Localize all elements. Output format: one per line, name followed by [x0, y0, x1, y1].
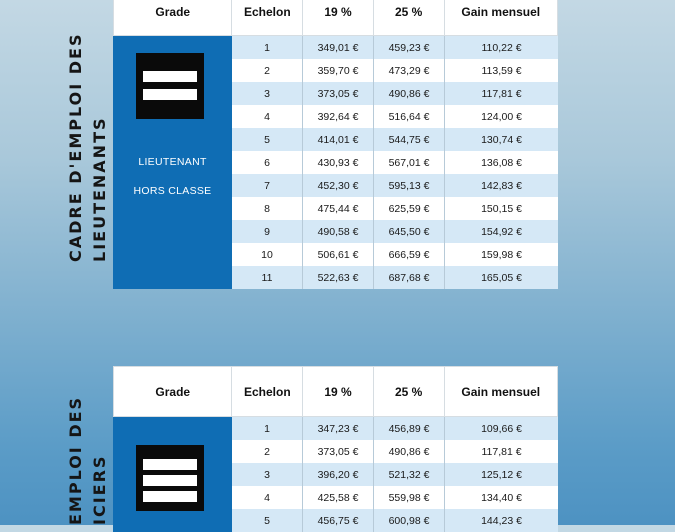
table-row [232, 243, 558, 266]
monthly-gain-cell: 113,59 € [481, 64, 522, 77]
monthly-gain-cell: 125,12 € [481, 468, 522, 481]
monthly-gain-cell: 150,15 € [481, 202, 522, 215]
table-row [232, 197, 558, 220]
table-header [113, 366, 558, 417]
rate-19-cell: 373,05 € [303, 440, 374, 463]
echelon-cell: 8 [232, 197, 303, 220]
rate-25-cell: 625,59 € [374, 197, 445, 220]
table-row [232, 174, 558, 197]
header-grade: Grade [114, 367, 232, 416]
rate-19-cell: 359,70 € [303, 59, 374, 82]
rate-19-cell: 506,61 € [303, 243, 374, 266]
echelon-cell: 2 [232, 440, 303, 463]
section1-title-line-1: CADRE D'EMPLOI DES [66, 32, 85, 262]
table-rows [232, 417, 558, 532]
table-header [113, 0, 558, 36]
rate-25-cell: 645,50 € [374, 220, 445, 243]
rate-19-cell: 522,63 € [303, 266, 374, 289]
rate-19-cell: 430,93 € [303, 151, 374, 174]
monthly-gain-cell: 117,81 € [481, 445, 522, 458]
table-row [232, 105, 558, 128]
grade-cell-section2 [113, 417, 232, 532]
rate-19-cell: 392,64 € [303, 105, 374, 128]
echelon-cell: 7 [232, 174, 303, 197]
grade-label-line-2: HORS CLASSE [133, 185, 212, 197]
table-row [232, 266, 558, 289]
header-19-percent: 19 % [303, 0, 374, 35]
echelon-cell: 10 [232, 243, 303, 266]
header-echelon: Echelon [232, 0, 303, 35]
rate-25-cell: 459,23 € [374, 36, 445, 59]
rate-19-cell: 425,58 € [303, 486, 374, 509]
echelon-cell: 5 [232, 128, 303, 151]
table-row [232, 463, 558, 486]
rate-25-cell: 456,89 € [374, 417, 445, 440]
lieutenants-salary-table [113, 0, 558, 289]
monthly-gain-cell: 110,22 € [481, 41, 522, 54]
monthly-gain-cell: 144,23 € [481, 514, 522, 527]
header-grade: Grade [114, 0, 232, 35]
rate-19-cell: 490,58 € [303, 220, 374, 243]
echelon-cell: 3 [232, 463, 303, 486]
header-echelon: Echelon [232, 367, 303, 416]
header-25-percent: 25 % [374, 0, 445, 35]
echelon-cell: 6 [232, 151, 303, 174]
rate-25-cell: 473,29 € [374, 59, 445, 82]
echelon-cell: 1 [232, 417, 303, 440]
section1-title-line-2: LIEUTENANTS [90, 116, 109, 262]
grade-cell-lieutenant-hors-classe [113, 36, 232, 289]
echelon-cell: 2 [232, 59, 303, 82]
rate-25-cell: 559,98 € [374, 486, 445, 509]
rate-25-cell: 687,68 € [374, 266, 445, 289]
echelon-cell: 4 [232, 486, 303, 509]
header-19-percent: 19 % [303, 367, 374, 416]
two-stripes-insignia-icon [136, 53, 204, 119]
monthly-gain-cell: 130,74 € [481, 133, 522, 146]
table-row [232, 59, 558, 82]
rate-19-cell: 349,01 € [303, 36, 374, 59]
rate-19-cell: 396,20 € [303, 463, 374, 486]
echelon-cell: 11 [232, 266, 303, 289]
rate-25-cell: 666,59 € [374, 243, 445, 266]
header-25-percent: 25 % [374, 367, 445, 416]
monthly-gain-cell: 109,66 € [481, 422, 522, 435]
header-monthly-gain: Gain mensuel [461, 5, 541, 19]
table-row [232, 128, 558, 151]
table-row [232, 82, 558, 105]
table-row [232, 440, 558, 463]
table-row [232, 417, 558, 440]
rate-19-cell: 373,05 € [303, 82, 374, 105]
officers-salary-table [113, 366, 558, 532]
section1-vertical-title [64, 0, 112, 262]
rate-25-cell: 600,98 € [374, 509, 445, 532]
echelon-cell: 9 [232, 220, 303, 243]
header-monthly-gain: Gain mensuel [461, 384, 541, 399]
table-row [232, 36, 558, 59]
section2-title-line-1: EMPLOI DES [66, 395, 85, 525]
echelon-cell: 4 [232, 105, 303, 128]
rate-19-cell: 452,30 € [303, 174, 374, 197]
table-row [232, 509, 558, 532]
section2-title-line-2: ICIERS [90, 454, 109, 525]
rate-25-cell: 567,01 € [374, 151, 445, 174]
rate-25-cell: 595,13 € [374, 174, 445, 197]
table-row [232, 151, 558, 174]
echelon-cell: 1 [232, 36, 303, 59]
rate-19-cell: 456,75 € [303, 509, 374, 532]
rate-25-cell: 521,32 € [374, 463, 445, 486]
echelon-cell: 5 [232, 509, 303, 532]
rate-19-cell: 347,23 € [303, 417, 374, 440]
table-row [232, 486, 558, 509]
monthly-gain-cell: 165,05 € [481, 271, 522, 284]
monthly-gain-cell: 117,81 € [481, 87, 522, 100]
table-row [232, 220, 558, 243]
monthly-gain-cell: 142,83 € [481, 179, 522, 192]
echelon-cell: 3 [232, 82, 303, 105]
three-stripes-insignia-icon [136, 445, 204, 511]
monthly-gain-cell: 136,08 € [481, 156, 522, 169]
table-rows [232, 36, 558, 289]
monthly-gain-cell: 154,92 € [481, 225, 522, 238]
monthly-gain-cell: 124,00 € [481, 110, 522, 123]
rate-25-cell: 516,64 € [374, 105, 445, 128]
rate-25-cell: 544,75 € [374, 128, 445, 151]
grade-label-line-1: LIEUTENANT [138, 156, 207, 168]
rate-25-cell: 490,86 € [374, 82, 445, 105]
section2-vertical-title [64, 366, 112, 525]
monthly-gain-cell: 134,40 € [481, 491, 522, 504]
monthly-gain-cell: 159,98 € [481, 248, 522, 261]
rate-19-cell: 475,44 € [303, 197, 374, 220]
rate-25-cell: 490,86 € [374, 440, 445, 463]
rate-19-cell: 414,01 € [303, 128, 374, 151]
